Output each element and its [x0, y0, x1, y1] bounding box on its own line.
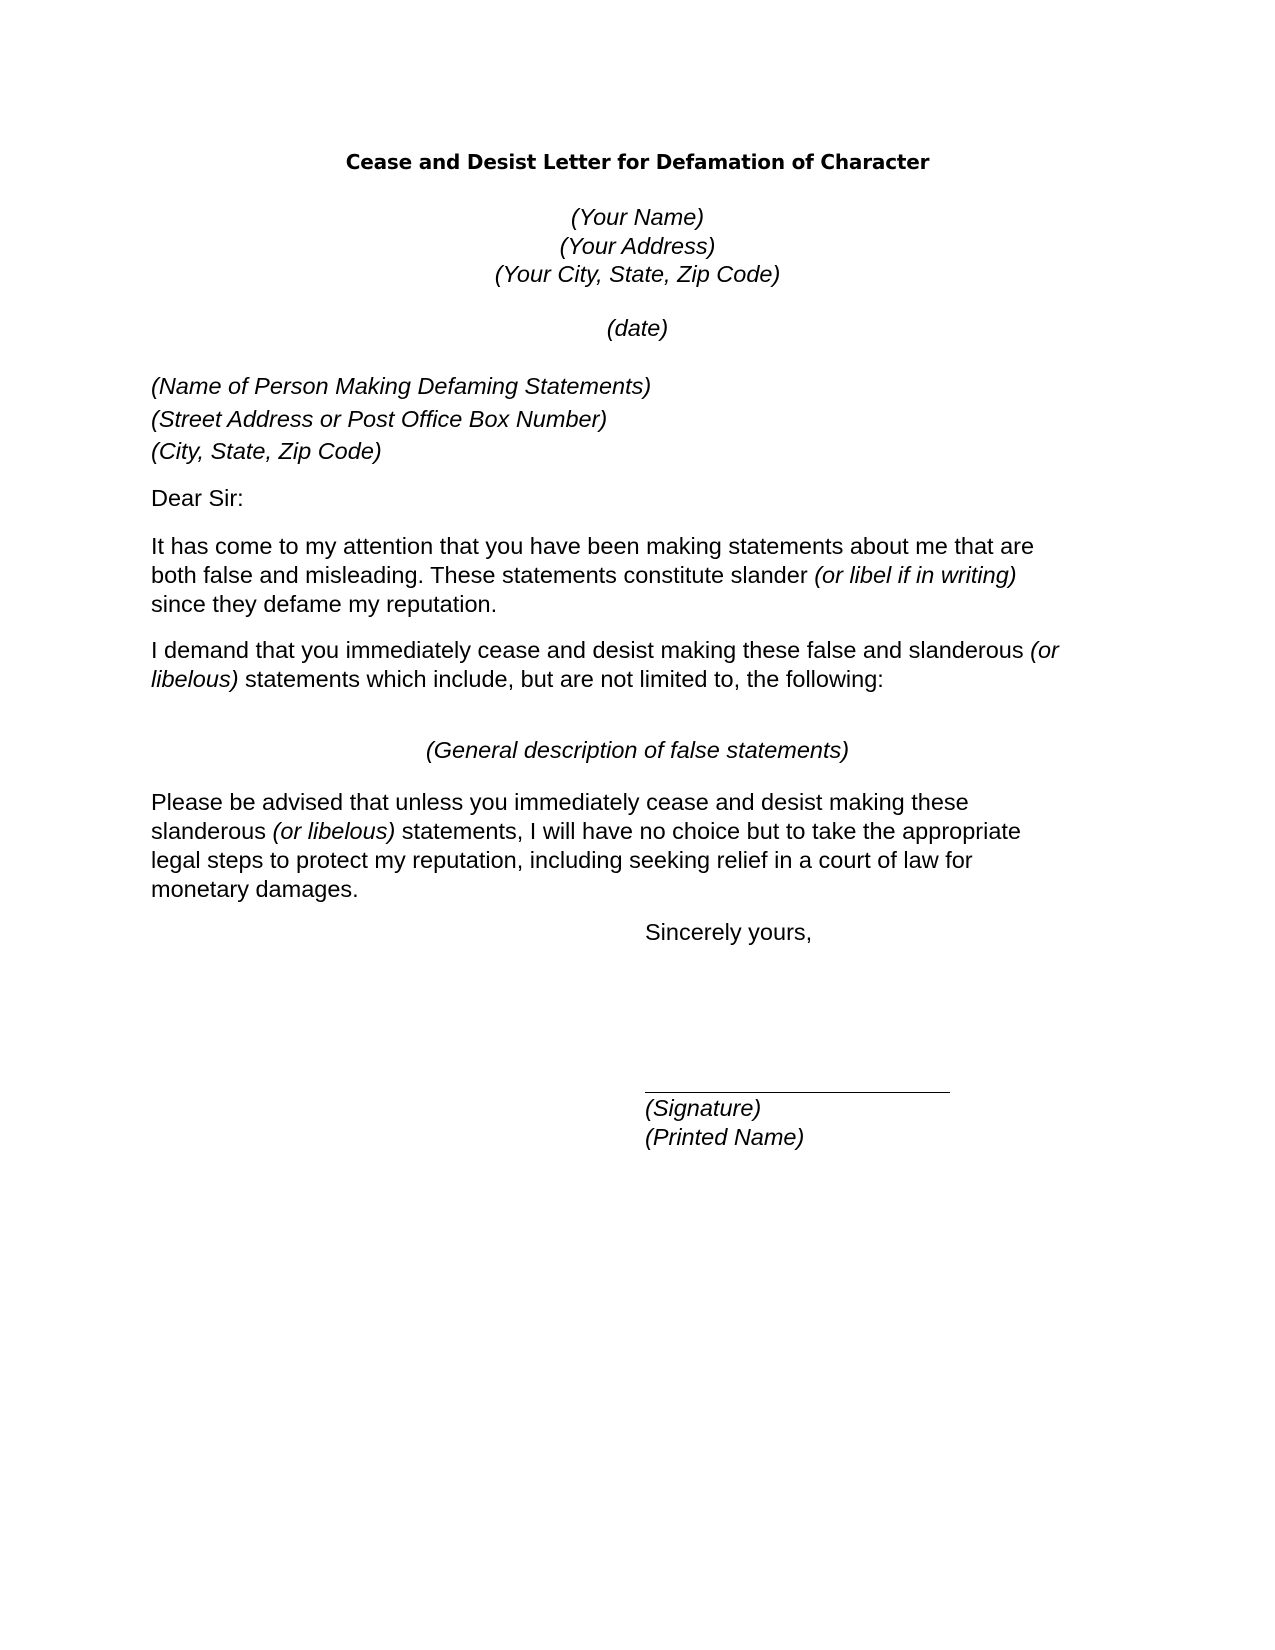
text-run: both false and misleading. These statements constitute slander — [151, 562, 815, 588]
paragraph-line — [151, 636, 1131, 665]
sender-block — [0, 203, 1275, 289]
sender-address: (Your Address) — [559, 232, 716, 259]
printed-name-label: (Printed Name) — [645, 1123, 805, 1150]
closing: Sincerely yours, — [645, 919, 813, 945]
letter-date: (date) — [606, 315, 669, 341]
paragraph-demand — [151, 636, 1131, 694]
paragraph-line: since they defame my reputation. — [151, 591, 498, 617]
italic-note: (or — [1030, 637, 1059, 663]
recipient-block — [151, 370, 651, 468]
general-description: (General description of false statements) — [425, 737, 850, 763]
paragraph-line — [151, 817, 1131, 846]
paragraph-line — [151, 665, 1131, 694]
italic-note: (or libelous) — [272, 818, 396, 844]
paragraph-attention — [151, 532, 1131, 619]
paragraph-warning — [151, 788, 1131, 904]
paragraph-line — [151, 561, 1131, 590]
italic-note: (or libel if in writing) — [814, 562, 1017, 588]
text-run: statements which include, but are not limited to, the following: — [238, 666, 884, 692]
italic-note: libelous) — [151, 666, 239, 692]
recipient-name: (Name of Person Making Defaming Statements) — [151, 373, 652, 399]
text-run: I demand that you immediately cease and desist making these false and slanderous — [151, 637, 1031, 663]
signature-block — [645, 1094, 804, 1151]
recipient-street: (Street Address or Post Office Box Number) — [151, 405, 608, 432]
paragraph-line: monetary damages. — [151, 876, 359, 902]
salutation: Dear Sir: — [151, 485, 244, 511]
signature-label: (Signature) — [645, 1095, 762, 1121]
text-run: slanderous — [151, 818, 273, 844]
sender-name: (Your Name) — [570, 204, 705, 230]
paragraph-line: legal steps to protect my reputation, including seeking relief in a court of law for — [151, 847, 973, 873]
paragraph-line: It has come to my attention that you have been making statements about me that are — [151, 533, 1035, 559]
sender-city-state-zip: (Your City, State, Zip Code) — [494, 261, 781, 287]
signature-line — [645, 1092, 950, 1093]
recipient-city-state-zip: (City, State, Zip Code) — [151, 438, 382, 464]
paragraph-line: Please be advised that unless you immediately cease and desist making these — [151, 789, 969, 815]
document-title: Cease and Desist Letter for Defamation of Character — [345, 150, 930, 174]
text-run: statements, I will have no choice but to take the appropriate — [395, 818, 1022, 844]
